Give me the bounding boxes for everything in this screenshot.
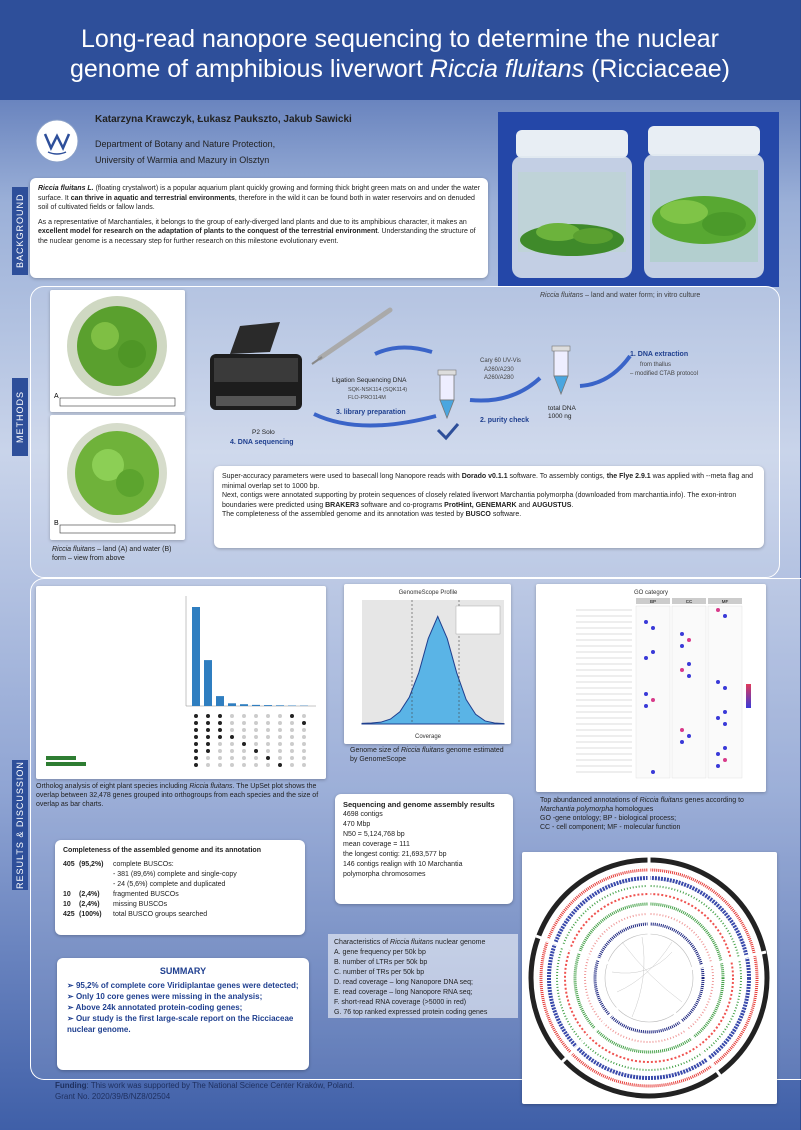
arrow-icon [580,356,630,386]
university-logo-icon [34,118,80,164]
circos-legend-item: G. 76 top ranked expressed protein coding genes [334,1009,488,1016]
go-dot [716,680,720,684]
upset-dot [278,714,282,718]
go-dot [644,692,648,696]
go-dot [680,632,684,636]
upset-dot [218,735,222,739]
busco-row: 10 (2,4%) missing BUSCOs [63,901,168,908]
title-line-1: Long-read nanopore sequencing to determine the nuclear [81,25,719,53]
stats-item: the longest contig: 21,693,577 bp [343,851,447,858]
upset-caption: Ortholog analysis of eight plant species including Riccia fluitans. The UpSet plot shows the overlap between 32,478 genes grouped into orthogroups from each species and the size of overlap as bar charts. [36,783,319,808]
stats-list [343,810,505,880]
busco-list [63,860,297,920]
busco-row: 10 (2,4%) fragmented BUSCOs [63,891,179,898]
upset-plot-card [36,586,326,779]
go-dot [723,722,727,726]
upset-dot [302,721,306,725]
circos-legend-title: Characteristics of Riccia fluitans nuclear genome [334,939,486,946]
stats-title: Sequencing and genome assembly results [343,800,495,809]
stats-item: N50 = 5,124,768 bp [343,831,405,838]
upset-dot [290,763,294,767]
go-dot [680,728,684,732]
circos-plot-card [522,852,777,1104]
upset-bar [192,607,200,706]
upset-dot [242,721,246,725]
background-paragraph-1: Riccia fluitans L. (floating crystalwort) is a popular aquarium plant quickly growing and forming thick bright green mats on and under the water surface. It can thrive in aquatic and terrestrial environments, therefore in the wild it can be found both in water reservoirs and on denuded soil of cultivated fields or fallow lands. [38,185,480,211]
upset-bar [240,704,248,706]
upset-bar [276,705,284,706]
upset-dot [206,749,210,753]
go-title: GO category [634,590,669,596]
go-dot [716,716,720,720]
go-col-mf: MF [721,599,729,604]
total-dna-amount: 1000 ng [548,413,572,420]
upset-dot [254,749,258,753]
go-dot [687,662,691,666]
funding: Funding: This work was supported by The National Science Center Kraków, Poland. Grant No. 2020/39/B/NZ8/02504 [55,1081,355,1101]
upset-dot [206,756,210,760]
upset-dot [242,714,246,718]
title-line-2: genome of amphibious liverwort Riccia fluitans (Ricciaceae) [69,55,730,83]
upset-dot [290,749,294,753]
upset-dot [266,742,270,746]
upset-bar [228,703,236,706]
purity-info-1: Cary 60 UV-Vis [480,358,521,364]
jar-photo-illustration [498,112,779,287]
go-dot [687,674,691,678]
upset-dot [254,721,258,725]
sequencer-device-icon [210,322,302,410]
upset-dot [302,742,306,746]
go-dot [651,626,655,630]
upset-bar [216,696,224,706]
busco-row: - 24 (5,6%) complete and duplicated [113,881,226,888]
upset-dot [242,735,246,739]
ligation-sub2: FLO-PRO114M [348,395,386,401]
upset-dot [254,728,258,732]
go-dot [723,686,727,690]
upset-dot [218,749,222,753]
upset-dot [206,728,210,732]
upset-dot [278,763,282,767]
arrow-icon [470,378,540,401]
genomescope-caption: Genome size of Riccia fluitans genome estimated by GenomeScope [350,747,504,763]
authors: Katarzyna Krawczyk, Łukasz Paukszto, Jakub Sawicki [95,114,352,125]
go-dot [680,644,684,648]
go-caption: Top abundanced annotations of Riccia fluitans genes according to Marchantia polymorpha homologues GO -gene ontology; BP - biological process; CC - cell component; MF - molecular function [540,797,744,831]
upset-bar [204,660,212,706]
genomescope-xlabel: Coverage [414,734,442,740]
upset-dot [266,721,270,725]
go-dot [687,734,691,738]
busco-row: 425 (100%) total BUSCO groups searched [63,911,208,918]
tube-icon-dna [552,346,570,394]
upset-bar [252,705,260,706]
upset-dot [266,749,270,753]
go-dot [680,740,684,744]
arrow-bullet-icon: ➢ [67,1003,76,1012]
arrow-bullet-icon: ➢ [67,992,76,1001]
upset-dot [302,714,306,718]
upset-dot [278,756,282,760]
purity-info-3: A260/A280 [484,375,514,381]
methods-text-1: Super-accuracy parameters were used to basecall long Nanopore reads with Dorado v0.1.1 software. To assembly contigs, the Flye 2.9.1 was applied with --meta flag and minimal overlap set to 1000 bp. [222,473,754,490]
summary-item: ➢ Our study is the first large-scale report on the Ricciaceae nuclear genome. [67,1014,294,1034]
upset-dot [254,742,258,746]
stats-item: 146 contigs realign with 10 Marchantia [343,861,463,868]
busco-title: Completeness of the assembled genome and its annotation [63,847,261,854]
upset-dot [230,721,234,725]
upset-dot [290,728,294,732]
checkmark-icon [438,424,458,438]
busco-row: - 381 (89,6%) complete and single-copy [113,871,237,878]
petri-dish-b [50,415,185,540]
upset-dot [218,756,222,760]
go-dot [723,614,727,618]
jar-photo [498,112,779,287]
arrow-bullet-icon: ➢ [67,981,76,990]
jar-right [644,126,764,278]
step-3-title: 3. library preparation [336,409,406,416]
genomescope-plot [344,584,511,744]
upset-dot [194,728,198,732]
upset-dot [206,714,210,718]
upset-dot [278,735,282,739]
go-col-cc: CC [685,599,693,604]
upset-dot [230,763,234,767]
section-tab-methods: METHODS [12,378,28,456]
go-dot [716,608,720,612]
methods-text-3: The completeness of the assembled genome and its annotation was tested by BUSCO software. [222,511,522,518]
upset-dot [206,721,210,725]
upset-dot [302,749,306,753]
sequencing-stats-card [335,794,513,904]
go-dot [644,620,648,624]
upset-dot [206,763,210,767]
circos-legend [328,934,518,1018]
step-1-sub2: – modified CTAB protocol [630,371,698,377]
summary-title: SUMMARY [159,966,207,976]
methods-workflow-diagram [200,296,698,456]
purity-info-2: A260/A230 [484,367,514,373]
go-dot [723,710,727,714]
upset-dot [230,714,234,718]
jar-photo-caption: Riccia fluitans – land and water form; in vitro culture [540,292,701,299]
upset-dot [242,749,246,753]
go-dot [716,764,720,768]
go-dot [716,752,720,756]
methods-text-card [214,466,764,548]
upset-bar [264,705,272,706]
upset-dot [266,728,270,732]
upset-dot [266,714,270,718]
circos-legend-item: E. read coverage – long Nanopore RNA seq; [334,989,473,996]
upset-dot [278,749,282,753]
go-dotplot [536,584,766,792]
upset-dot [194,714,198,718]
circos-plot [522,852,777,1104]
upset-dot [266,763,270,767]
arrow-icon [375,347,432,354]
circos-legend-item: C. number of TRs per 50k bp [334,969,425,976]
upset-dot [230,756,234,760]
upset-dot [302,735,306,739]
upset-dot [302,763,306,767]
upset-dot [254,714,258,718]
device-label: P2 Solo [252,429,275,436]
upset-dot [290,721,294,725]
upset-dot [230,742,234,746]
go-dot [723,758,727,762]
upset-dot [206,742,210,746]
busco-row: 405 (95,2%) complete BUSCOs: [63,861,174,868]
affiliation: Department of Botany and Nature Protection, University of Warmia and Mazury in Olsztyn [95,139,276,165]
go-dot [687,638,691,642]
step-4-title: 4. DNA sequencing [230,439,294,446]
background-text-card [30,178,488,278]
upset-plot [36,586,326,779]
upset-dot [290,735,294,739]
upset-dot [206,735,210,739]
step-2-title: 2. purity check [480,417,530,424]
upset-dot [230,735,234,739]
upset-dot [290,756,294,760]
petri-label-b: B [54,520,59,527]
petri-label-a: A [54,393,59,400]
summary-list [67,980,299,1035]
upset-dot [266,756,270,760]
upset-dot [266,735,270,739]
total-dna-label: total DNA [548,405,576,412]
upset-dot [290,742,294,746]
go-dot [680,668,684,672]
circos-legend-list [334,948,512,1018]
upset-dot [194,742,198,746]
step-1-sub1: from thallus [640,362,672,368]
upset-dot [290,714,294,718]
stats-item: polymorpha chromosomes [343,871,426,878]
go-dot [651,650,655,654]
ligation-title: Ligation Sequencing DNA [332,377,407,384]
upset-dot [242,763,246,767]
circos-legend-item: D. read coverage – long Nanopore DNA seq; [334,979,473,986]
background-paragraph-2: As a representative of Marchantiales, it belongs to the group of early-diverged land plants and due to its amphibious character, it makes an excellent model for research on the adaptation of plants to the conquest of the terrestrial environment. Understanding the structure of the nuclear genome is a necessary step for further research on this milestone evolutionary event. [38,218,476,245]
petri-dish-a [50,290,185,412]
petri-caption: Riccia fluitans – land (A) and water (B) form – view from above [52,546,172,562]
genomescope-title: GenomeScope Profile [398,590,458,596]
stats-item: mean coverage = 111 [343,841,410,848]
jar-left [512,130,632,278]
upset-dot [218,728,222,732]
poster-header [0,0,800,100]
upset-dot [218,721,222,725]
go-col-bp: BP [649,599,657,604]
upset-dot [302,728,306,732]
upset-dot [278,721,282,725]
circos-legend-item: A. gene frequency per 50k bp [334,949,426,956]
circos-legend-item: F. short-read RNA coverage (>5000 in red) [334,999,467,1006]
summary-item: ➢ Above 24k annotated protein-coding genes; [67,1003,243,1012]
pipette-icon [312,310,390,364]
upset-dot [242,756,246,760]
go-dot [651,698,655,702]
go-dot [644,704,648,708]
upset-dot [254,735,258,739]
upset-dot [194,763,198,767]
upset-dot [302,756,306,760]
upset-dot [194,756,198,760]
upset-dot [242,742,246,746]
step-1-title: 1. DNA extraction [630,351,689,358]
go-dot [644,656,648,660]
upset-dot [254,756,258,760]
section-tab-background: BACKGROUND [12,187,28,275]
upset-dot [230,749,234,753]
go-dotplot-card [536,584,766,792]
methods-text-2: Next, contigs were annotated supporting by protein sequences of closely related liverwort Marchantia polymorpha (downloaded from marchantia.info). The exon-intron boundaries were predicted using BRAKER3 software and co-programs ProtHint, GENEMARK and AUGUSTUS. [222,492,737,509]
upset-dot [242,728,246,732]
arrow-bullet-icon: ➢ [67,1014,76,1023]
upset-dot [218,763,222,767]
upset-dot [278,728,282,732]
upset-dot [194,721,198,725]
upset-dot [218,742,222,746]
busco-card [55,840,305,935]
summary-card [57,958,309,1070]
upset-dot [230,728,234,732]
upset-dot [278,742,282,746]
summary-item: ➢ 95,2% of complete core Viridiplantae genes were detected; [67,981,299,990]
stats-item: 4698 contigs [343,811,383,818]
go-dot [651,770,655,774]
section-tab-results: RESULTS & DISCUSSION [12,760,28,890]
upset-dot [218,714,222,718]
summary-item: ➢ Only 10 core genes were missing in the analysis; [67,992,263,1001]
upset-dot [254,763,258,767]
go-dot [723,746,727,750]
tube-icon-library [438,370,456,418]
genomescope-card [344,584,511,744]
circos-legend-item: B. number of LTRs per 50k bp [334,959,428,966]
stats-item: 470 Mbp [343,821,371,828]
upset-dot [194,735,198,739]
upset-dot [194,749,198,753]
ligation-sub1: SQK-NSK114 (SQK114) [348,387,408,393]
